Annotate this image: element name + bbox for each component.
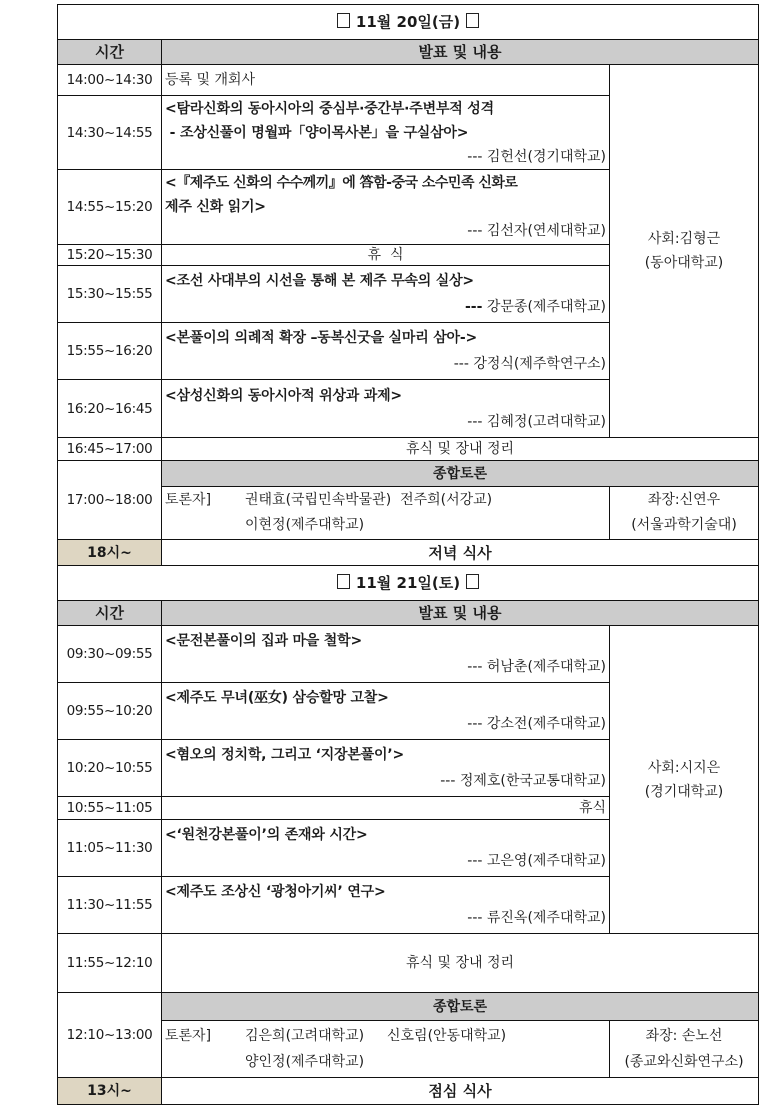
talk-subtitle: - 조상신풀이 명월파「양이목사본」을 구실삼아> [165,124,469,141]
time-cell: 11:55~12:10 [58,934,162,993]
meal-row [58,1078,759,1105]
discussant: 김은희(고려대학교) [245,1028,365,1044]
day1-date: 11월 20일(금) [355,13,461,31]
talk-title: <조선 사대부의 시선을 통해 본 제주 무속의 실상> [165,273,474,289]
presenter-dash: --- [464,299,483,315]
col-time-header: 시간 [58,40,162,65]
box-icon [337,13,350,28]
table-row [58,626,759,683]
time-cell: 15:55~16:20 [58,323,162,380]
discussants: 권태효(국립민속박물관) 전주희(서강교) [245,492,493,508]
content-cell: 등록 및 개회사 [162,65,610,96]
chair-affiliation: (서울과학기술대) [631,517,737,533]
table-row [58,934,759,993]
day1-moderator [610,65,759,438]
day2-column-header [58,601,759,626]
meal-time: 18시~ [58,540,162,566]
discussion-header: 종합토론 [162,461,759,487]
time-cell: 10:20~10:55 [58,740,162,797]
day1-column-header [58,40,759,65]
presenter: --- 강정식(제주학연구소) [453,356,606,372]
chair-affiliation: (종교와신화연구소) [624,1054,744,1070]
talk-title: <본풀이의 의례적 확장 –동복신굿을 실마리 삼아-> [165,330,477,346]
moderator-affiliation: (동아대학교) [644,255,724,271]
box-icon [466,574,479,589]
talk-title: <문전본풀이의 집과 마을 철학> [165,633,362,649]
talk-title: <삼성신화의 동아시아적 위상과 과제> [165,387,402,404]
discussion-row [58,487,759,540]
time-cell: 12:10~13:00 [58,993,162,1078]
box-icon [337,574,350,589]
presenter: --- 류진옥(제주대학교) [467,910,606,926]
chair-name: 좌장:신연우 [647,492,721,508]
talk-title: <탐라신화의 동아시아의 중심부·중간부·주변부적 성격 [165,100,494,117]
table-row [58,438,759,461]
break-cell: 휴식 및 장내 정리 [162,438,759,461]
content-cell [162,820,610,877]
moderator-name: 사회:시지은 [647,759,721,776]
moderator-affiliation: (경기대학교) [644,783,724,800]
table-row [58,65,759,96]
talk-title: <‘원천강본풀이’의 존재와 시간> [165,827,368,843]
discussants: 이현정(제주대학교) [245,517,365,533]
meal-label: 저녁 식사 [162,540,759,566]
day2-title [58,566,759,601]
time-cell: 16:45~17:00 [58,438,162,461]
talk-title: <제주도 조상신 ‘광청아기씨’ 연구> [165,884,386,900]
break-cell: 휴식 및 장내 정리 [162,934,759,993]
discussion-header-row [58,993,759,1021]
break-cell: 휴식 [162,797,610,820]
talk-title: <제주도 무녀(巫女) 삼승할망 고찰> [165,690,389,706]
content-cell [162,683,610,740]
time-cell: 11:30~11:55 [58,877,162,934]
discussant: 양인정(제주대학교) [245,1054,365,1070]
discussants-cell [162,1021,610,1078]
time-cell: 14:00~14:30 [58,65,162,96]
time-cell: 15:30~15:55 [58,266,162,323]
time-cell: 17:00~18:00 [58,461,162,540]
content-cell [162,626,610,683]
col-content-header: 발표 및 내용 [162,601,759,626]
meal-time: 13시~ [58,1078,162,1105]
meal-label: 점심 식사 [162,1078,759,1105]
chair-name: 좌장: 손노선 [645,1028,723,1044]
presenter [165,294,606,320]
discussant-label: 토론자] [165,492,212,508]
chair-cell [610,487,759,540]
time-cell: 14:30~14:55 [58,96,162,170]
presenter: --- 김혜정(고려대학교) [467,413,606,430]
presenter: --- 고은영(제주대학교) [467,853,606,869]
presenter: --- 김헌선(경기대학교) [467,148,606,165]
time-cell: 15:20~15:30 [58,245,162,266]
chair-cell [610,1021,759,1078]
content-cell [162,877,610,934]
presenter: --- 정제호(한국교통대학교) [440,773,606,789]
conference-schedule [57,4,758,1105]
time-cell: 09:30~09:55 [58,626,162,683]
talk-title: <『제주도 신화의 수수께끼』에 答함-중국 소수민족 신화로 [165,175,518,191]
time-cell: 14:55~15:20 [58,170,162,245]
moderator-name: 사회:김형근 [647,231,721,247]
content-cell [162,740,610,797]
col-content-header: 발표 및 내용 [162,40,759,65]
discussion-row [58,1021,759,1078]
discussant-label: 토론자] [165,1028,212,1044]
time-cell: 16:20~16:45 [58,380,162,438]
day2-moderator [610,626,759,934]
discussants-cell [162,487,610,540]
presenter: --- 강소전(제주대학교) [467,716,606,732]
day2-title-row [58,566,759,601]
content-cell [162,266,610,323]
day1-title [58,5,759,40]
day1-title-row [58,5,759,40]
col-time-header: 시간 [58,601,162,626]
content-cell [162,170,610,245]
content-cell [162,96,610,170]
time-cell: 11:05~11:30 [58,820,162,877]
time-cell: 10:55~11:05 [58,797,162,820]
day2-date: 11월 21일(토) [355,574,461,592]
talk-subtitle: 제주 신화 읽기> [165,199,266,215]
discussion-header: 종합토론 [162,993,759,1021]
time-cell: 09:55~10:20 [58,683,162,740]
meal-row [58,540,759,566]
presenter: --- 김선자(연세대학교) [467,223,606,239]
schedule-table [57,4,759,1105]
content-cell [162,380,610,438]
discussion-header-row [58,461,759,487]
presenter: --- 허남춘(제주대학교) [467,659,606,675]
discussant: 신호림(안동대학교) [387,1028,507,1044]
content-cell [162,323,610,380]
box-icon [466,13,479,28]
presenter-name: 강문종(제주대학교) [482,299,606,315]
talk-title: <혐오의 정치학, 그리고 ‘지장본풀이’> [165,747,404,763]
break-cell: 휴 식 [162,245,610,266]
